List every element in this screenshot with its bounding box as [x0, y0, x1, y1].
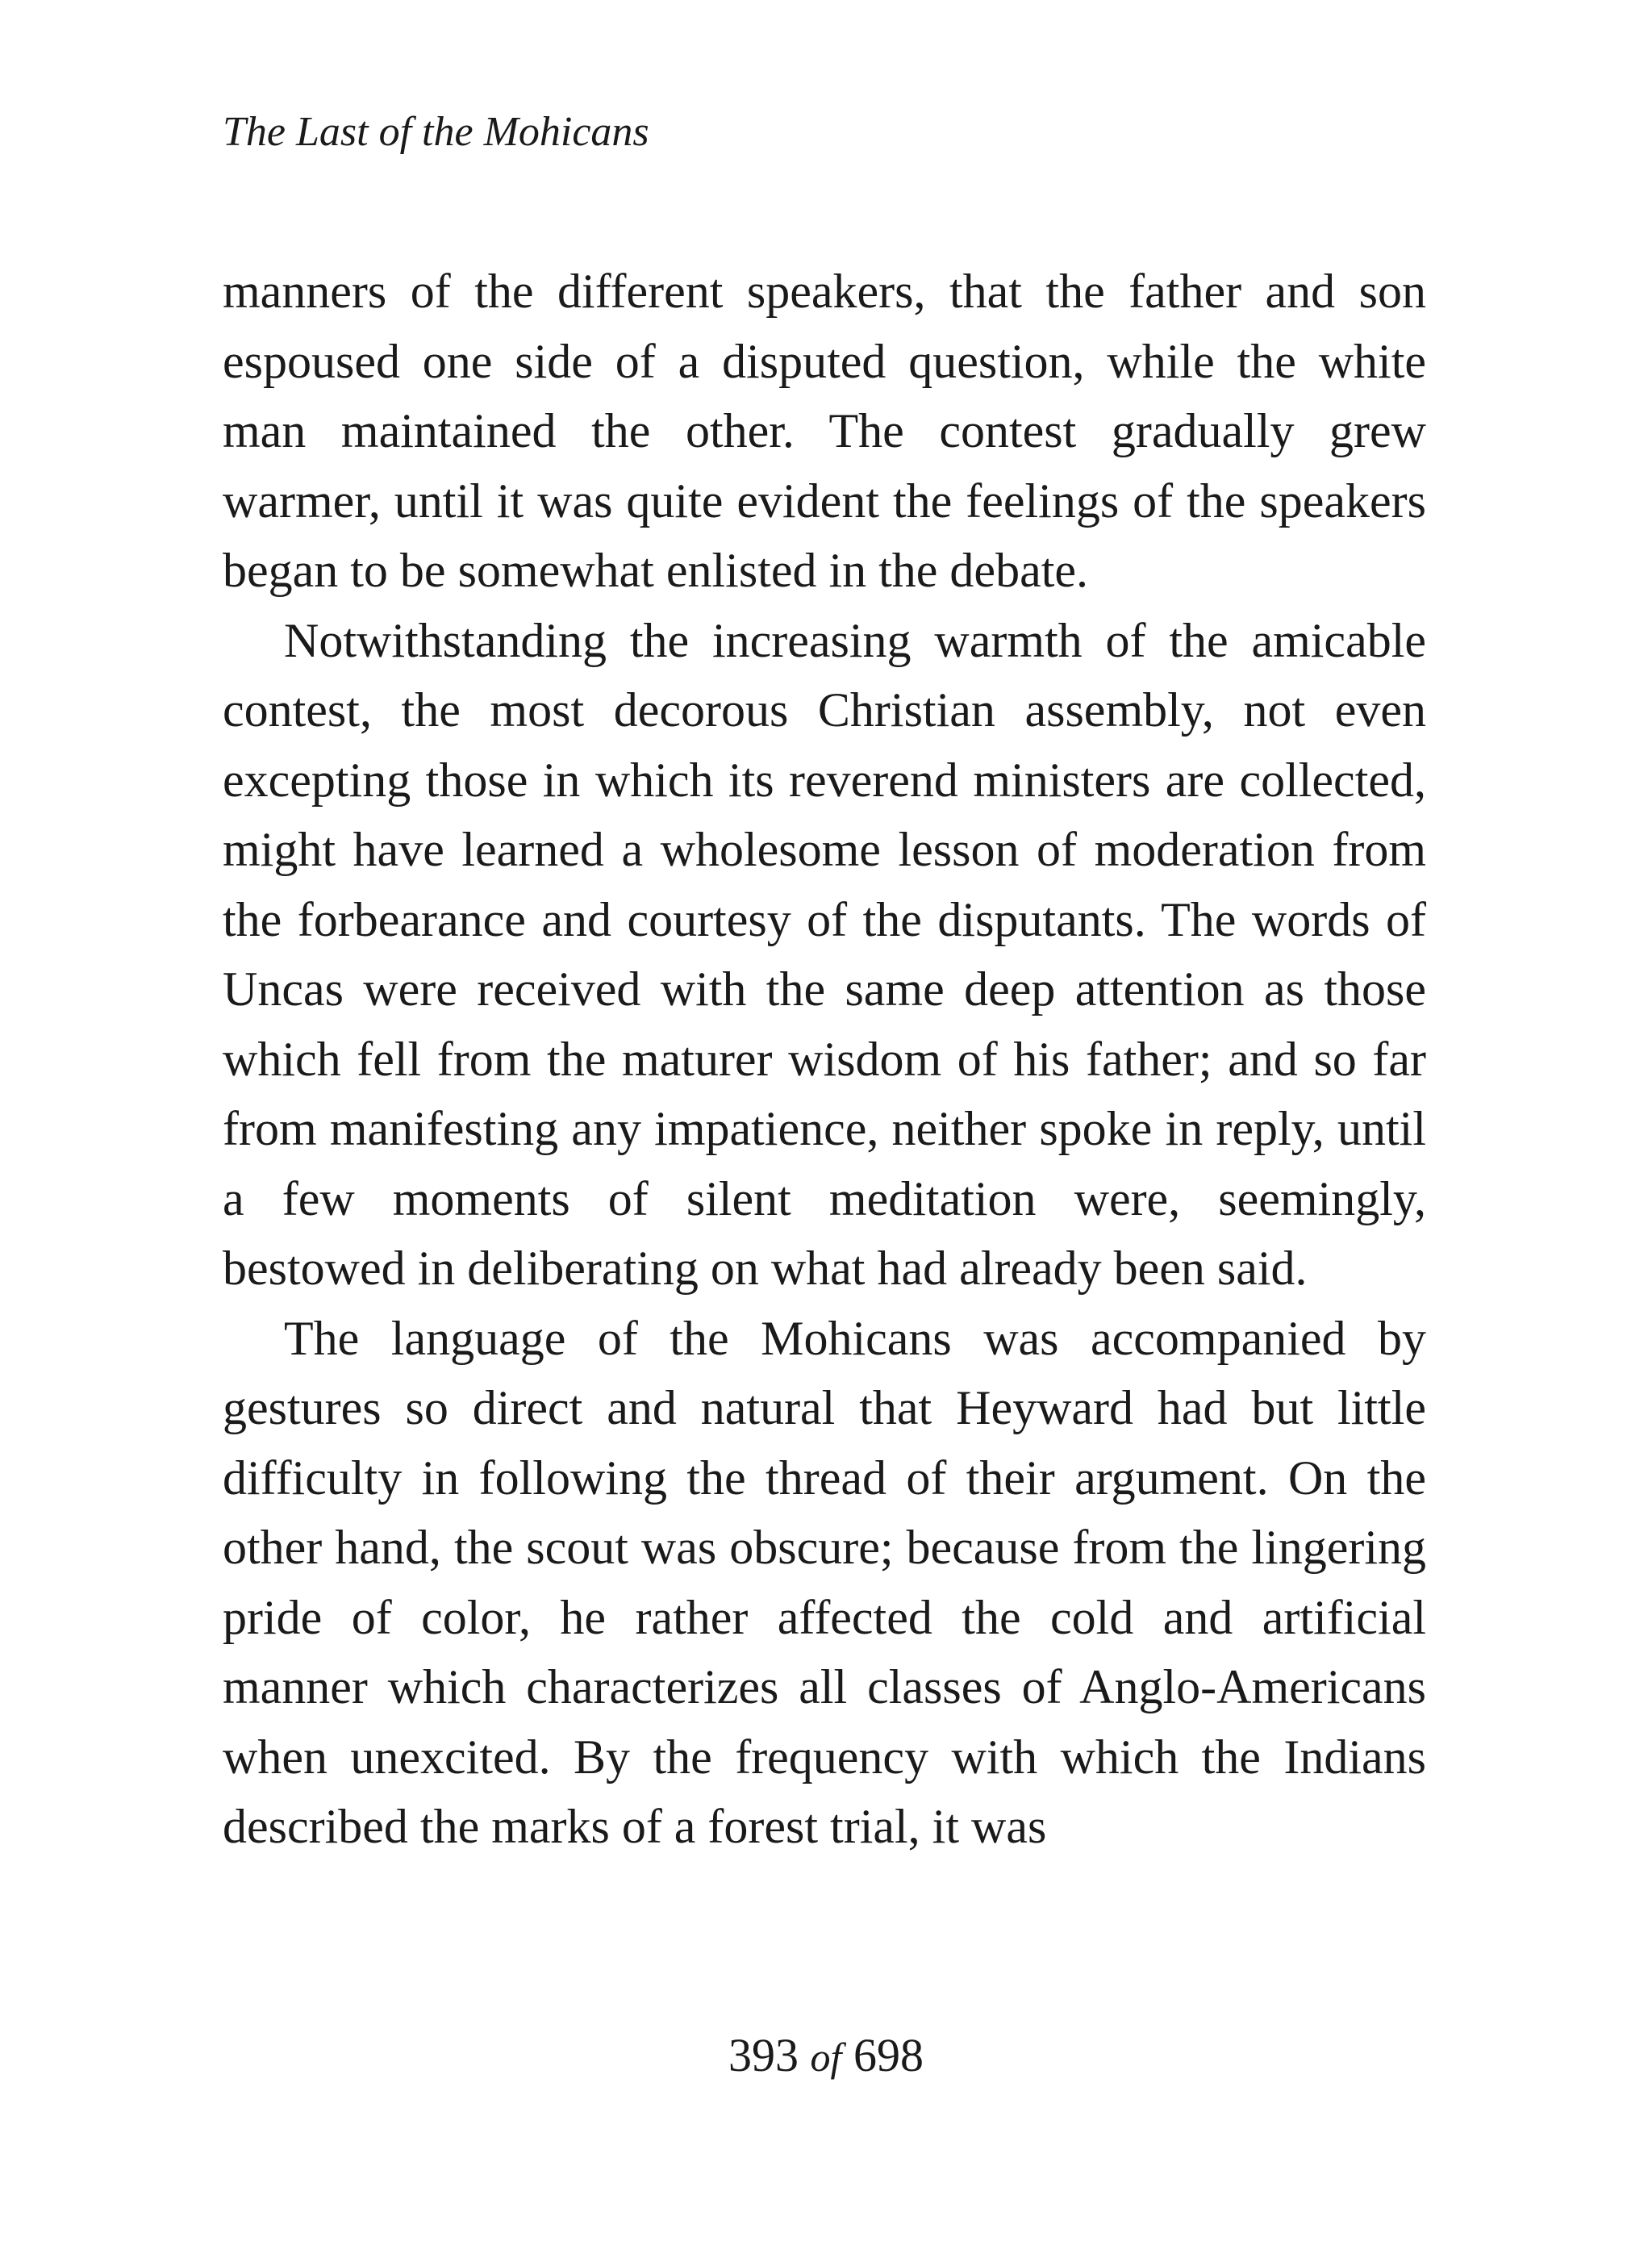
running-title: The Last of the Mohicans	[223, 109, 649, 155]
page-number-separator: of	[810, 2035, 842, 2080]
page-number	[0, 2027, 1652, 2086]
paragraph: Notwithstanding the increasing warmth of the amicable contest, the most decorous Christian assembly, not even excepting those in which its reverend ministers are collected, might have learned a wholesome lesson of moderation from the forbearance and courtesy of the disputants. The words of Uncas were received with the same deep attention as those which fell from the maturer wisdom of his father; and so far from manifesting any impatience, neither spoke in reply, until a few moments of silent meditation were, seemingly, bestowed in deliberating on what had already been said.	[223, 613, 1426, 1295]
paragraph-continued: manners of the different speakers, that the father and son espoused one side of a disputed question, while the white man maintained the other. The contest gradually grew warmer, until it was quite evident the feelings of the speakers began to be somewhat enlisted in the debate.	[223, 265, 1426, 597]
total-pages-number: 698	[853, 2029, 924, 2081]
page-body	[223, 257, 1426, 1862]
paragraph: The language of the Mohicans was accompanied by gestures so direct and natural that Heyward had but little difficulty in following the thread of their argument. On the other hand, the scout was obscure; because from the lingering pride of color, he rather affected the cold and artificial manner which characterizes all classes of Anglo-Americans when unexcited. By the frequency with which the Indians described the marks of a forest trial, it was	[223, 1311, 1426, 1853]
current-page-number: 393	[728, 2029, 799, 2081]
